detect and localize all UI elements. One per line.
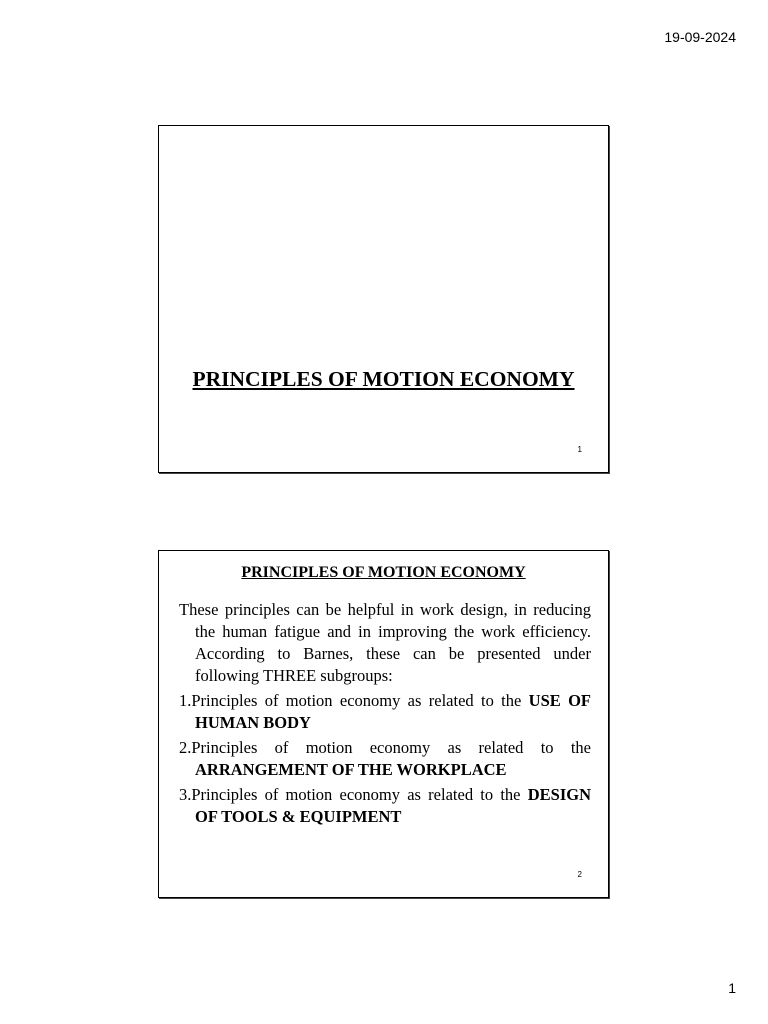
slide-body [179,599,591,831]
item-emphasis: ARRANGEMENT OF THE WORKPLACE [195,760,507,779]
list-item [179,737,591,781]
list-item [179,784,591,828]
item-text: 3.Principles of motion economy as related to the [179,785,528,804]
item-text: 1.Principles of motion economy as related to the [179,691,529,710]
intro-paragraph: These principles can be helpful in work design, in reducing the human fatigue and in improving the work efficiency. According to Barnes, these can be presented under following THREE subgroups: [179,600,591,685]
slide-title: PRINCIPLES OF MOTION ECONOMY [241,564,526,581]
list-item [179,690,591,734]
slide-number: 1 [577,445,582,454]
item-text: 2.Principles of motion economy as related to the [179,738,591,757]
slide-title [159,367,608,392]
slide-number: 2 [577,870,582,879]
slide-1 [158,125,609,473]
slide-2 [158,550,609,898]
print-date: 19-09-2024 [664,29,736,45]
slide-title-text: PRINCIPLES OF MOTION ECONOMY [192,367,575,391]
page-number: 1 [728,980,736,996]
item-emphasis: USE OF HUMAN BODY [195,691,592,732]
item-emphasis: DESIGN OF TOOLS & EQUIPMENT [195,785,591,826]
